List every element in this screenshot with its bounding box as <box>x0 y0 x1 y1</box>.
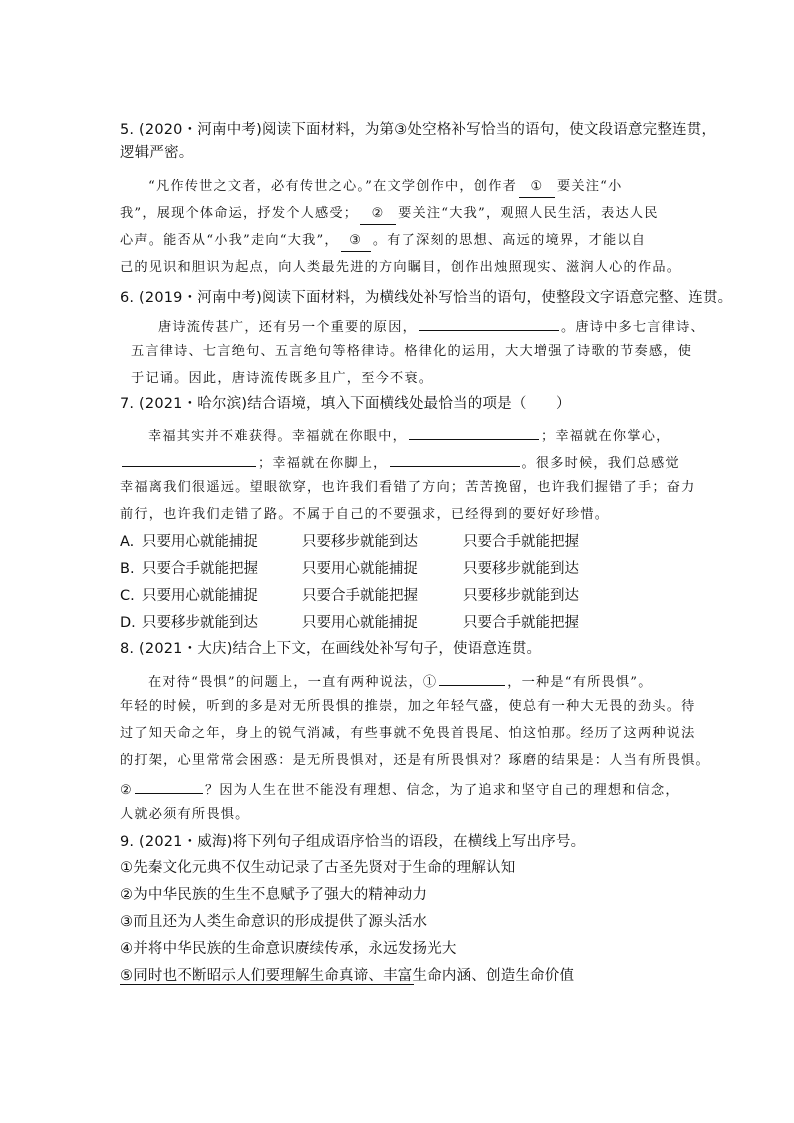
q7-stem: 7. (2021・哈尔滨)结合语境，填入下面横线处最恰当的项是（ ） <box>120 396 571 412</box>
q7-option-b-c3: 只要移步就能到达 <box>463 561 579 577</box>
q7-option-a-c3: 只要合手就能把握 <box>463 534 579 550</box>
q5-text: 要关注“小 <box>556 179 623 194</box>
q7-text: 。很多时候，我们总感觉 <box>521 456 680 471</box>
q6-stem: 6. (2019・河南中考)阅读下面材料，为横线处补写恰当的语句，使整段文字语意完整、连贯。 <box>120 290 733 306</box>
q5-passage-line3 <box>120 231 646 252</box>
q5-passage-line2 <box>120 204 659 225</box>
q9-stem: 9. (2021・威海)将下列句子组成语序恰当的语段，在横线上写出序号。 <box>120 834 586 850</box>
q5-text: 我”，展现个体命运，抒发个人感受； <box>120 206 359 221</box>
q7-option-d-c3: 只要合手就能把握 <box>463 615 579 631</box>
q7-text: ；幸福就在你掌心， <box>540 429 671 444</box>
q5-text: 。有了深刻的思想、高远的境界，才能以自 <box>372 233 647 248</box>
q5-stem-line2: 逻辑严密。 <box>120 145 194 161</box>
q6-answer-blank <box>419 315 559 331</box>
q7-passage-line4: 前行，也许我们走错了路。不属于自己的不要强求，已经得到的要好好珍惜。 <box>120 507 610 522</box>
q7-text: ；幸福就在你脚上， <box>258 456 388 471</box>
q7-option-a-label[interactable]: A. <box>120 534 135 550</box>
q6-passage-line1 <box>158 315 705 338</box>
q9-item-2: ②为中华民族的生生不息赋予了强大的精神动力 <box>120 887 428 903</box>
q8-passage-line3: 过了知天命之年，身上的锐气消减，有些事就不免畏首畏尾、怕这怕那。经历了这两种说法 <box>120 726 696 741</box>
q7-option-c-c2: 只要合手就能把握 <box>302 588 418 604</box>
q7-option-b-c2: 只要用心就能捕捉 <box>302 561 418 577</box>
q6-passage-line2: 五言律诗、七言绝句、五言绝句等格律诗。格律化的运用，大大增强了诗歌的节奏感，使 <box>131 344 693 359</box>
q5-text: “凡作传世之文者，必有传世之心。”在文学创作中，创作者 <box>148 179 517 194</box>
q8-blank-1 <box>439 670 505 686</box>
q7-option-d-c2: 只要用心就能捕捉 <box>302 615 418 631</box>
q7-text: 幸福其实并不难获得。幸福就在你眼中， <box>148 429 407 444</box>
q7-option-c-c3: 只要移步就能到达 <box>463 588 579 604</box>
q8-text: ？因为人生在世不能没有理想、信念，为了追求和坚守自己的理想和信念， <box>205 783 680 798</box>
q6-text: 。唐诗中多七言律诗、 <box>560 320 705 335</box>
q8-passage-line1 <box>148 670 653 693</box>
q6-text: 唐诗流传甚广，还有另一个重要的原因， <box>158 320 417 335</box>
q7-option-a-c1: 只要用心就能捕捉 <box>142 534 258 550</box>
q7-passage-line1 <box>148 424 670 447</box>
q9-item-4: ④并将中华民族的生命意识赓续传承，永远发扬光大 <box>120 941 457 957</box>
q9-answer-line <box>120 984 414 985</box>
q7-option-d-label[interactable]: D. <box>120 615 136 631</box>
q7-option-c-c1: 只要用心就能捕捉 <box>142 588 258 604</box>
q7-option-c-label[interactable]: C. <box>120 588 135 604</box>
q9-item-5: ⑤同时也不断昭示人们要理解生命真谛、丰富生命内涵、创造生命价值 <box>120 968 575 984</box>
q9-item-3: ③而且还为人类生命意识的形成提供了源头活水 <box>120 914 428 930</box>
q7-blank-3 <box>390 451 520 467</box>
q7-option-d-c1: 只要移步就能到达 <box>142 615 258 631</box>
q8-stem: 8. (2021・大庆)结合上下文，在画线处补写句子，使语意连贯。 <box>120 641 542 657</box>
q5-text: 心声。能否从“小我”走向“大我”， <box>120 233 339 248</box>
q5-text: 要关注“大我”，观照人民生活，表达人民 <box>398 206 659 221</box>
q7-option-a-c2: 只要移步就能到达 <box>302 534 418 550</box>
q8-passage-line6: 人就必须有所畏惧。 <box>120 807 250 822</box>
q8-blank-2 <box>135 778 203 794</box>
q8-passage-line5 <box>120 778 680 801</box>
q8-passage-line2: 年轻的时候，听到的多是对无所畏惧的推崇，加之年轻气盛，使总有一种大无畏的劲头。待 <box>120 699 696 714</box>
q7-passage-line3: 幸福离我们很遥远。望眼欲穿，也许我们看错了方向；苦苦挽留，也许我们握错了手；奋力 <box>120 480 696 495</box>
q7-blank-2 <box>122 451 256 467</box>
q5-passage-line4: 己的见识和胆识为起点，向人类最先进的方向瞩目，创作出烛照现实、滋润人心的作品。 <box>120 260 682 275</box>
q8-text: 在对待“畏惧”的问题上，一直有两种说法， <box>148 675 423 690</box>
q7-option-b-label[interactable]: B. <box>120 561 135 577</box>
q6-passage-line3: 于记诵。因此，唐诗流传既多且广，至今不衰。 <box>131 371 434 386</box>
q9-item-1: ①先秦文化元典不仅生动记录了古圣先贤对于生命的理解认知 <box>120 860 516 876</box>
q7-passage-line2 <box>120 451 680 474</box>
q8-passage-line4: 的打架，心里常常会困惑：是无所畏惧对，还是有所畏惧对？琢磨的结果是：人当有所畏惧。 <box>120 753 710 768</box>
q8-blank-1-number: ① <box>422 675 438 690</box>
q7-option-b-c1: 只要合手就能把握 <box>142 561 258 577</box>
q5-stem-line1: 5. (2020・河南中考)阅读下面材料，为第③处空格补写恰当的语句，使文段语意完整连贯， <box>120 122 717 138</box>
q7-blank-1 <box>409 424 539 440</box>
q8-blank-2-number: ② <box>120 783 134 798</box>
q5-blank-2: ② <box>360 204 396 225</box>
q5-passage-line1 <box>148 177 622 198</box>
q5-blank-1: ① <box>519 177 555 198</box>
q8-text: ，一种是“有所畏惧”。 <box>507 675 653 690</box>
q5-blank-3: ③ <box>341 231 371 252</box>
